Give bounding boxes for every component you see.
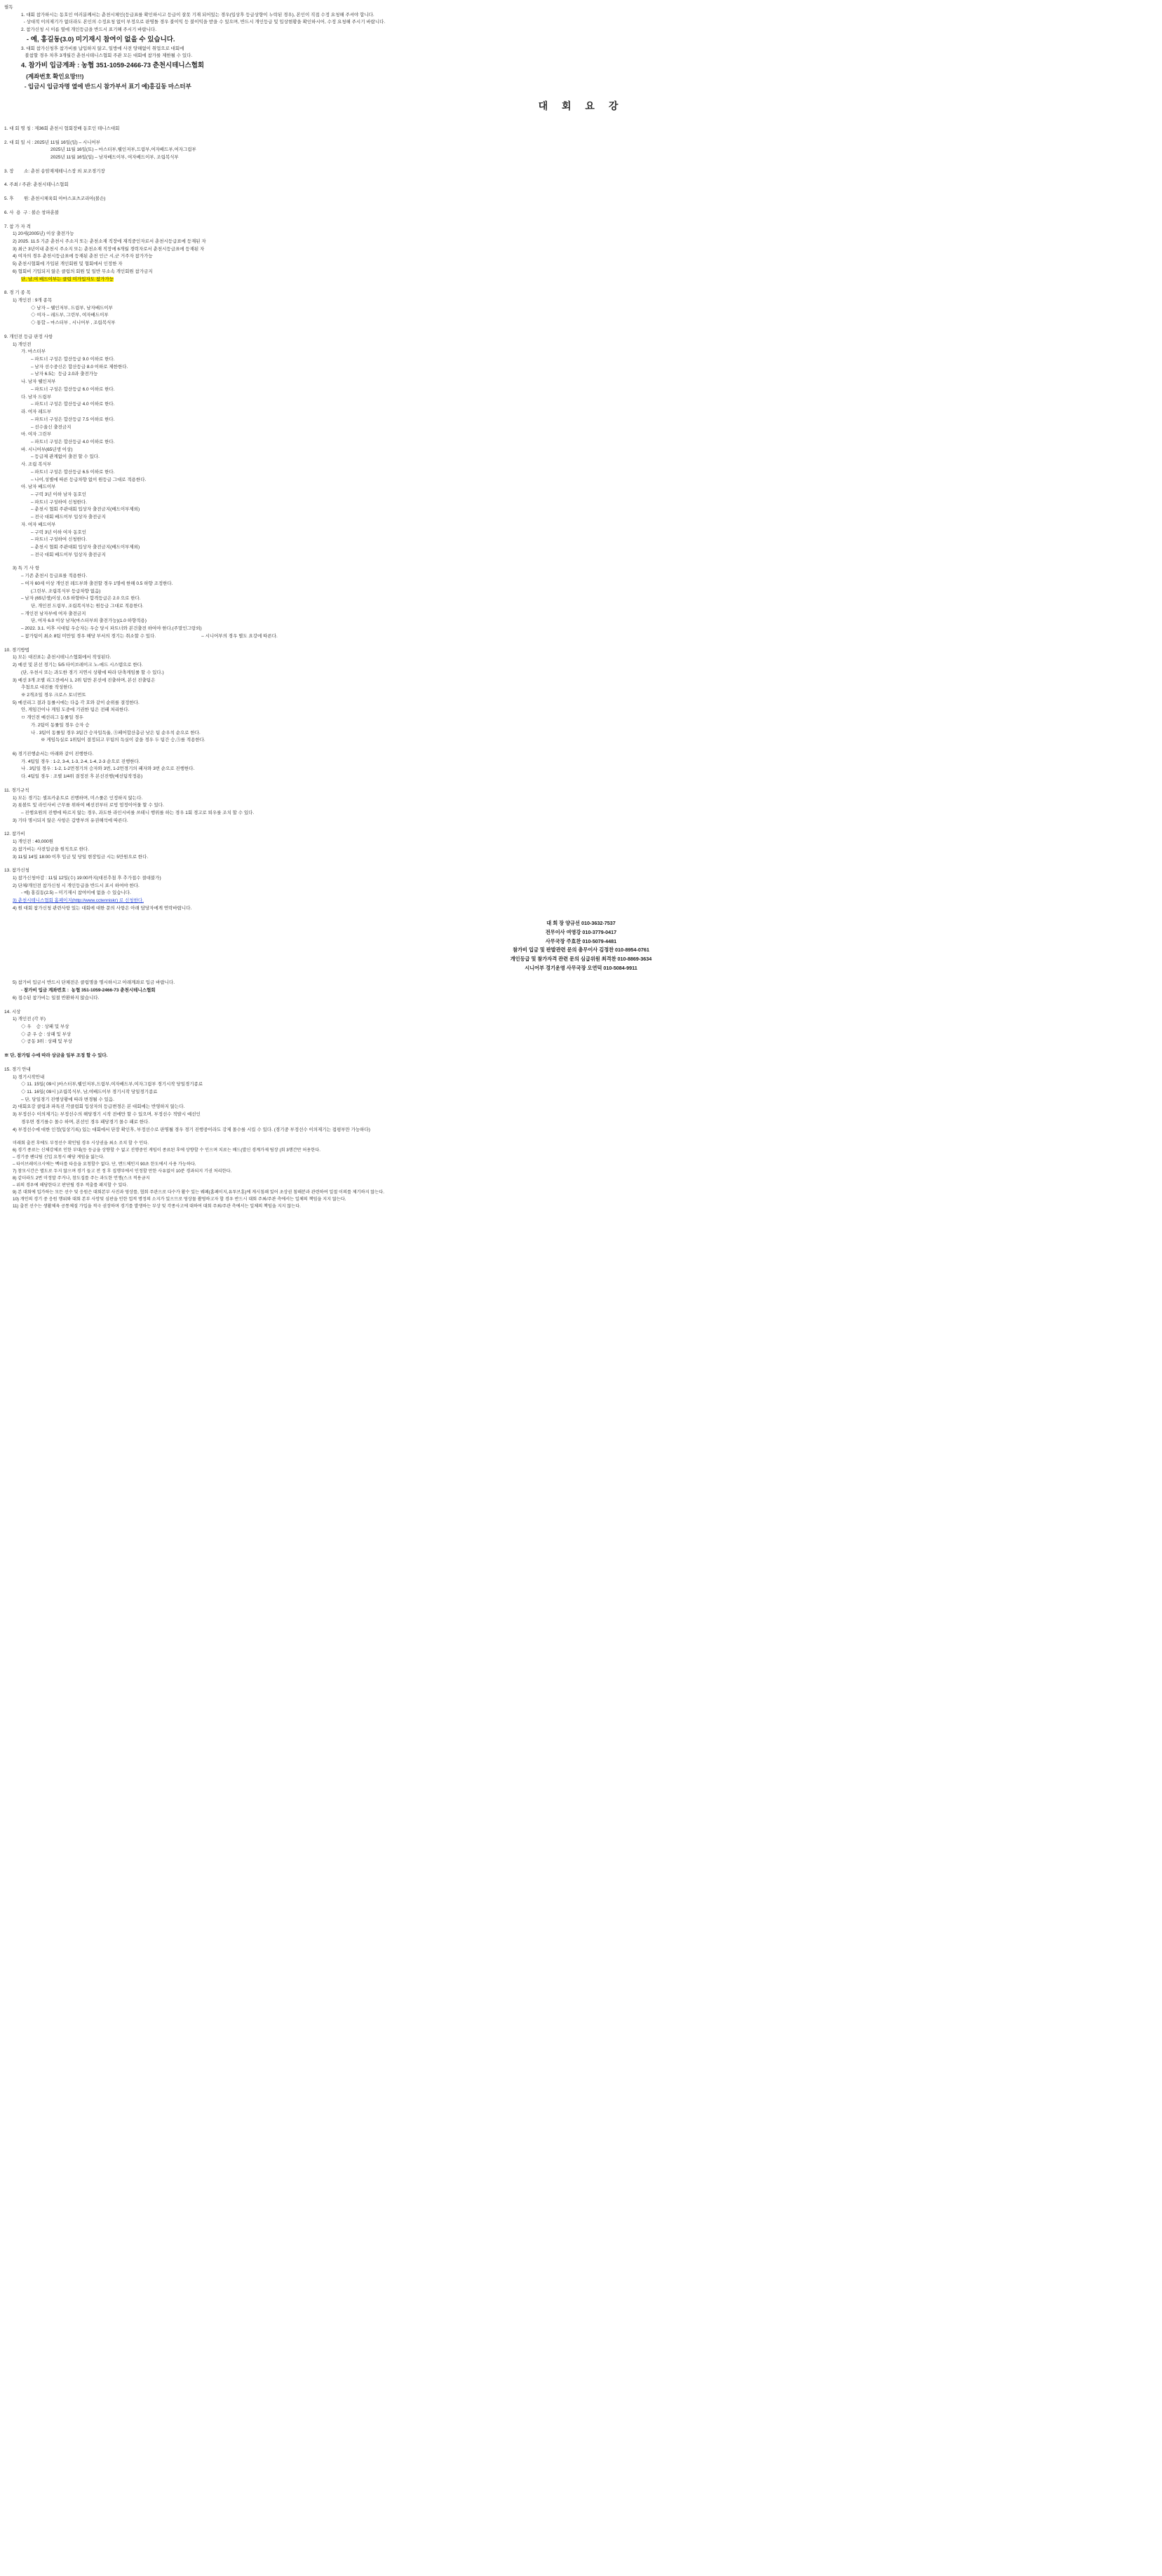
document-line: 4) 원 대회 참가신청 관련사항 있는 대회에 대한 문의 사항은 아래 담당자에게 연락바랍니다. [13,905,192,911]
document-line: ㅁ 개인전 예선리그 동률일 경우 [21,715,83,721]
document-section [0,182,1162,189]
document-line: ※ 2개조일 경우 크로스 토너먼트 [21,692,86,698]
document-line: ◇ 남자 – 웰인저부, 드림부, 남자배드이부 [31,305,113,311]
document-line: 6) 접수된 참가비는 일절 반환하지 않습니다. [13,995,100,1001]
document-line: – 단, 당일경기 진행상황에 따라 변경될 수 있음. [21,1097,114,1102]
document-line: 다. 남자 드림부 [21,394,52,400]
document-line: 5) 춘천시협회에 가입된 개인회원 및 협회에서 인정한 자 [13,262,123,267]
document-line: – 파트너 구성하여 신청한다. [31,499,87,505]
notice-line-highlight: - 예, 홍길동(3.0) 미기재시 참여이 없을 수 있습니다. [21,35,175,43]
document-line: ※ 단, 참가팀 수에 따라 상금을 일부 조정 할 수 있다. [4,1053,108,1059]
document-line: 5) 예선리그 결과 동률시에는 다음 각 호와 같이 순위를 결정한다. [13,700,140,705]
document-line: 10. 경기방법 [4,647,29,653]
document-section [0,168,1162,176]
document-line: 4) 여자의 경우 춘천시등급표에 등재된 춘천 인근 시,군 거주자 참가가능 [13,254,153,259]
document-line: 안, 게임간이나 게임 도중에 기권한 팀은 전패 처리한다. [21,707,130,713]
notice-line: 불참할 경우 차후 3개월간 춘천시테니스협회 주관 모든 대회에 참가를 제한될 수 있다. [21,53,193,59]
document-line: – 춘천시 협회 주관대회 입상자 출전금지(배드이부제외) [31,545,140,550]
document-line: 6) 경기진행순서는 아래와 같이 진행한다. [13,751,94,757]
notice-line: 1. 대회 참가하시는 동호인 여러분께서는 춘천시체인(등급표를 확인하시고 등급이 잘못 기재 되어있는 경우(입상후 등급상향이 누락된 경우), 본인이 직접 수정 요청해 주셔야 합니다. [21,12,374,18]
footnote-line: 9) 본 대회에 입가하는 모든 선수 및 응원은 대회본부 사진과 영상를, 협회 주관으로 다수가 활수 있는 웨페(홈페이지,유투브훈)에 게시침쇄 있어 초상권 침해분과 관련하여 일절 이의를 제기하지 않는다. [13,1189,384,1195]
document-line: ◇ 공동 3위 : 상패 및 부상 [21,1039,72,1045]
document-line: – 여자 60세 이상 개인전 레드부와 출전할 경우 1명에 한해 0.5 하향 조정한다. [21,581,173,586]
account-notice-line: 4. 참가비 입금계좌 : 농협 351-1059-2466-73 춘천시테니스협회 [21,61,205,69]
document-line: 4. 주최 / 주관: 춘천시테니스협회 [4,182,69,188]
contact-line: 대 회 장 양규선 010-3632-7537 [546,919,616,926]
document-section [0,1140,1162,1209]
document-line: 아. 남자 배드이부 [21,484,56,490]
document-line: 3) 예선 3개 조별 리그전에서 1, 2위 팀만 본선에 진출하며, 본선 진출팀은 [13,677,156,683]
footnote-line: 6) 경기 종료는 신체강체로 인한 부대(등 등급을 상향할 수 없고 진행중인 게임이 종료된 후에 상향할 수 인으며 치료는 배드(발신 경계가제 팀장 (회 3행간만 허용한다. [13,1148,320,1153]
document-line [0,276,1162,284]
deposit-name-notice-line: - 입금시 입금자명 옆에 반드시 참가부서 표기 예)홍길동 마스터부 [21,82,191,90]
document-line: 단, 여자 6.0 이상 남자(마스터부외 출전가능)(1.0 하향적용) [31,618,147,624]
document-line: ◇ 우 승 : 상패 및 부상 [21,1024,69,1029]
footnote-line: – 위의 경우에 해당한다고 판단될 경우 적출를 패지할 수 있다. [13,1182,128,1188]
document-line: – 등급제 관계없이 출전 할 수 있다. [31,454,100,460]
document-line: 가. 4팀일 경우 : 1-2, 3-4, 1-3, 2-4, 1-4, 2-3 순으로 진행한다. [21,759,140,764]
document-line: 2) 참가비는 사전입금을 원칙으로 한다. [13,846,89,852]
document-line: 14. 시상 [4,1009,21,1015]
document-line: 3) 기타 명시되지 않은 사항은 갑방부의 유권해석에 따른다. [13,818,128,823]
document-line: 13. 참가신청 [4,868,29,874]
notice-line: 3. 대회 참가신청후 참가비를 납입하지 않고, 일방에 사전 양해없이 취업으로 대회에 [21,46,184,51]
document-line: – 진행요원의 진행에 따르지 않는 경우, 과도한 라인시비를 쓰테니 행위를 하는 경우 1회 경고로 퇴우를 조치 할 수 있다. [21,811,255,815]
document-line: 다. 4팀일 경우 : 조별 1/4위 결정전 후 본선진행(예선팀작정용) [21,774,143,780]
notice-line: - 상대적 이의제기가 없더라도 본인의 수정요청 없이 부정으로 판명돌 경우 불이익 등 불이익을 받을 수 있으며, 반드시 개인등급 및 입상현황을 확인하시어, 수정 요청해 주시기 바랍니다. [21,20,386,25]
document-line: 3. 장 소: 춘천 송암재제테니스장 외 보조경기장 [4,168,105,174]
document-line: (그린부, 조립복식부 등급차향 없음) [31,588,101,594]
document-line: – 파트너 구성은 합산등급 6.0 이하로 한다. [31,386,115,392]
contact-line: 참가비 입금 및 판발관련 문의 총무이사 김정찬 010-8954-0761 [513,947,649,954]
document-section [0,751,1162,781]
notice-line: 2. 참가신청 시 이름 옆에 개인등급을 반드시 표기해 주시기 바랍니다. [21,27,157,33]
document-line: 1) 참가신청마감 : 11월 12일(수) 19:00까지(대진추첨 후 추가접수 절대불가) [13,876,161,881]
document-line: 3) 최근 3년이내 춘천시 주소지 또는 춘천소재 직장에 6개월 경력자로서 춘천시등급표에 등재된 자 [13,246,205,252]
document-line: 나 . 3팀일 경우 : 1-2, 1-2먼경기의 승자와 3번, 1-2먼경기의 패자와 3번 순으로 진행한다. [21,766,195,772]
document-section [0,787,1162,825]
document-line: ◇ 11. 16일( 09시 )조립복식부, 남,여배드이부 경기시작 당일경기종료 [21,1089,158,1094]
document-line: – 기존 춘천시 등급표를 적용한다. [21,574,88,579]
document-line: 나 . 3팀이 동률일 경우 3팀간 승자입득율, ⑤페어합산총금 낮은 팀 순우칙 순으로 한다. [31,730,201,735]
document-line: ◇ 11. 15일( 09시 )마스터부,웰인저부,드림부,여자배드부,여자그림부 경기시작 당일경기종료 [21,1082,203,1087]
document-line: – 참가팀이 최소 8팀 미만일 경우 해당 부서의 경기는 취소할 수 있다. – 시니어부의 경우 별도 요강에 따른다. [21,633,278,639]
document-section [0,979,1162,1002]
document-line: – 파트너 구성은 합산등급 4.0 이하로 한다. [31,402,115,407]
document-line: – 나이,성별에 따른 등급차향 없이 원등급 그대로 적용한다. [31,477,147,482]
document-line: 자. 여자 배드이부 [21,522,56,527]
document-section [0,647,1162,745]
document-line: 4) 부정선수에 대한 인정(입상기록) 있는 대회에서 단장 확인후, 부정선수로 판명될 경우 경기 진행중이라도 강제 몰수를 시킬 수 있다. (경기중 부정선수 이의제기는 접평부만 가능하다) [13,1127,370,1132]
document-line: – 2022. 3.1. 이후 시대팀 우승자는 우승 당시 파트너와 본건출전 하여야 한다.(주말인그랑외) [21,626,202,632]
contact-line: 전무이사 여영강 010-3779-0417 [545,928,617,935]
document-line: 2025년 11월 16일(일) – 남자배드이부, 여자배드이부, 조립복식부 [50,154,179,160]
footnote-line: 미래회 출전 후에도 부정선수 확인될 경우 시상권을 최소 조치 할 수 인다. [13,1141,149,1146]
document-line: 경우면 경기를수 몰수 하며, 본선인 경우 패당경기 몰수 패로 한다. [21,1119,150,1125]
page-title: 대 회 요 강 [538,100,624,111]
document-line: 7. 참 가 자 격 [4,224,31,229]
document-section [0,1066,1162,1134]
document-line: 1) 20세(2005년) 이상 출전가능 [13,231,74,237]
document-line: 8. 경 기 종 목 [4,290,31,296]
document-line: – 파트너 구성하여 신청한다. [31,537,87,543]
document-section [0,1052,1162,1060]
document-section [0,224,1162,284]
footnote-line: 8) 같더라도 2번 미정말 주거나, 참도집를 주는 과도한 언쟁(스크 적용금지 [13,1175,150,1181]
document-line: 2) 대회요강 클럽과 파특진 각클럽회 입상자의 등급변경은 본 대회에는 반영하지 않는다. [13,1104,185,1110]
document-section [0,867,1162,912]
document-line: 1) 개인전 : 9개 종목 [13,298,53,303]
document-body [0,126,1162,1210]
document-line: – 구력 3년 이하 여자 동호인 [31,529,87,535]
highlighted-text: 단, 남,여 배드이부는 클럽 미가입자도 참가가능 [21,276,114,282]
document-line: 5) 참가비 입금시 반드시 단체전은 클럽명을 명시하시고 아래계좌로 입금 바랍니다. [13,980,175,986]
document-line: 12. 참가비 [4,832,25,837]
document-line: 2. 대 회 일 시 : 2025년 11월 16일(일) – 시니어부 [4,140,101,145]
document-line: – 선수울신 출전금지 [31,424,72,430]
document-line: 가. 마스터부 [21,349,46,355]
document-section [0,1009,1162,1047]
document-line: 1) 모든 경기는 셀프카운트로 진행하며, 미스룰은 인정하지 않는다. [13,795,143,801]
document-line: – 파트너 구성은 합산등급 9.0 이하로 한다. [31,357,115,362]
document-line: 단, 개인전 드림부, 조립복식부는 원등급 그대로 적용한다. [31,604,144,609]
document-line: 2) 예선 및 본선 경기는 5/5 타이브레이크 노-애드 시스템으로 한다. [13,663,143,668]
document-line: 1) 개인전 : 40,000원 [13,839,54,845]
document-line: 1) 개인전 [13,341,32,347]
document-line: – 개인전 남자부에 여자 출전금지 [21,611,86,616]
document-line: 9. 개인전 등급 판정 사항 [4,334,53,339]
document-line: ◇ 여자 – 레드부, 그린부, 여자배드이부 [31,313,109,318]
document-section [0,140,1162,162]
document-line: 6) 협회비 기입되지 않은 클럽의 회원 및 일반 무소속 개인회원 참가금지 [13,269,153,274]
document-section [0,210,1162,217]
document-line: ◇ 통합 – 마스터부 , 시니어부 , 조립복식부 [31,320,116,326]
footnote-line: 7) 참모시간은 별도로 두지 않으며 경기 들고 전 정 후 집행부에서 인정할 만한 사유없이 10분 경과되지 기권 처리한다. [13,1168,232,1174]
document-line: 나. 남자 웰인저부 [21,379,56,385]
document-section [0,919,1162,974]
document-section [0,126,1162,133]
document-line: 2025년 11월 16일(토) – 마스터부,웰인저부,드림부,여자배드부,여자그림부 [50,147,196,153]
document-line: 2) 2025. 11.5 기준 춘천시 주소지 또는 춘천소재 직장에 재직중인자로서 춘천시등급표에 등재된 자 [13,238,206,244]
document-line: 11. 경기규칙 [4,787,29,793]
document-line: 3) 11월 14일 18:00 이후 입금 및 당일 현장입금 시는 5만원으로 한다. [13,854,149,860]
document-line: – 남자 선수중신은 합산등급 8.0 이하로 제한한다. [31,364,128,370]
document-section [0,290,1162,327]
document-line: – 남자 (65년생)이상, 0.5 하향하나 합격등급은 2.0 으로 한다. [21,596,141,602]
document-line: 3) 특 기 사 항 [13,566,40,571]
document-section [0,196,1162,203]
website-link[interactable]: 3) 춘천시테니스협회 홈페이지(http://www.cctenniskr) 로 신청한다. [13,898,144,904]
document-line: – 파트너 구성은 합산등급 4.0 이하로 한다. [31,439,115,445]
footnote-line: – 타이브레이크시에는 벡터를 타음을 요청할수 없다. 단, 맨드체인지 90초 한도에서 사용 가능하다. [13,1162,196,1167]
contact-line: 사무국장 주효찬 010-5079-4481 [545,937,617,944]
document-line: 15. 경기 안내 [4,1066,31,1072]
footnote-line: 10) 개인의 경기 중 응원 행위와 대회 본부 사망및 심판을 인한 업적 명정의 소지가 있으므로 영상물 촬영하고자 할 경우 반드시 대회 주최/주관 측에서는 일체의 책임을 지지 않는다. [13,1196,346,1202]
contact-line: 개인등급 및 참가자격 관련 문의 심급위원 최격찬 010-8869-3634 [510,956,652,963]
document-line: 3) 부정선수 이의제기는 부정선수의 해당경기 시작 전에만 할 수 있으며, 부정선수 적발시 예선인 [13,1112,201,1118]
footnote-line: 11) 출전 선수는 생활체육 공통체질 가입을 적극 권장하며 경기를 발생하는 부상 및 각종사고에 대하여 대회 주최/주관 측에서는 일체의 책임을 지지 않는다. [13,1203,301,1209]
mandatory-notice-label: 필독 [4,5,13,10]
document-line: 5. 후 원: 춘천시체육회 아마스포츠코리아(볼슨) [4,196,106,202]
mandatory-notice-block [0,4,1162,91]
document-line: ◇ 준 우 승 : 상패 및 부상 [21,1031,72,1037]
document-line: 사. 조립 복식부 [21,462,52,468]
document-line: – 전국 대회 배드이부 입상자 출전금지 [31,552,106,557]
document-line: 6. 사 용 구 : 볼슨 창파훈볼 [4,210,60,215]
document-line: 1) 모든 대진표는 춘천시테니스협회에서 작성된다. [13,655,112,660]
document-section [0,565,1162,640]
document-line: 마. 여자 그린부 [21,432,52,438]
document-line: 가. 2팀이 동률일 경우 승자 승 [31,722,90,728]
document-line: – 전국 대회 배드이부 입상자 출전금지 [31,515,106,520]
document-line: 2) 롯볼트 및 라인사비 근무를 위하여 베선전부터 로빙 엄정이어물 할 수 있다. [13,803,164,808]
account-confirm-line: (계좌번호 확인요망!!!) [21,72,84,80]
document-line: ※ 게임득실로 1위팀이 결정되고 무팀의 득실이 같을 경우 두 팀간 승,⑤를 적용한다. [41,738,205,743]
contact-line: 시니어부 경기운영 사무국장 오연덕 010-5084-9911 [525,965,637,972]
document-section [0,334,1162,560]
document-line: – 파트너 구성은 합산등급 7.5 이하로 한다. [31,416,115,422]
document-line: 라. 여자 레드부 [21,409,52,415]
document-line: 1) 개인전 (각 부) [13,1017,46,1022]
signup-link-line[interactable] [0,897,1162,905]
document-line: 1) 경기시작안내 [13,1074,45,1080]
document-line: (단, 우천시 또는 과도한 경기 지연시 상황에 따라 단축게임룰 할 수 있다.) [21,670,164,675]
document-line: - 예) 홍길동(2.5) – 미기재시 참여이에 없을 수 있습니다. [21,890,131,896]
document-line: 추첨으로 대진를 작성한다. [21,685,74,691]
footnote-line: – 경기중 팬디팀 신입 요청시 해당 게임을 잃는다. [13,1155,104,1160]
document-section [0,831,1162,861]
document-line: 바. 시니어부(65년생 이상) [21,447,73,452]
document-line: – 춘천시 협회 주관대회 입상자 출전금지(배드이부제외) [31,507,140,513]
document-line: 1. 대 회 명 칭 : 제36회 춘천시 협회장배 동호인 테니스대회 [4,126,120,131]
document-line: 2) 단체/개인전 참가신청 시 개인등급을 반드시 표시 하여야 한다. [13,883,140,888]
document-line: – 파트너 구성은 합산등급 6.5 이하로 한다. [31,469,115,475]
document-line: - 참가비 입금 계좌번호 : 농협 351-1059-2466-73 춘천시테니스협회 [21,988,156,994]
document-line: – 남자 6.5는 등급 2.0과 출전가능 [31,372,98,377]
document-line: – 구력 3년 이하 남자 동호인 [31,492,87,497]
